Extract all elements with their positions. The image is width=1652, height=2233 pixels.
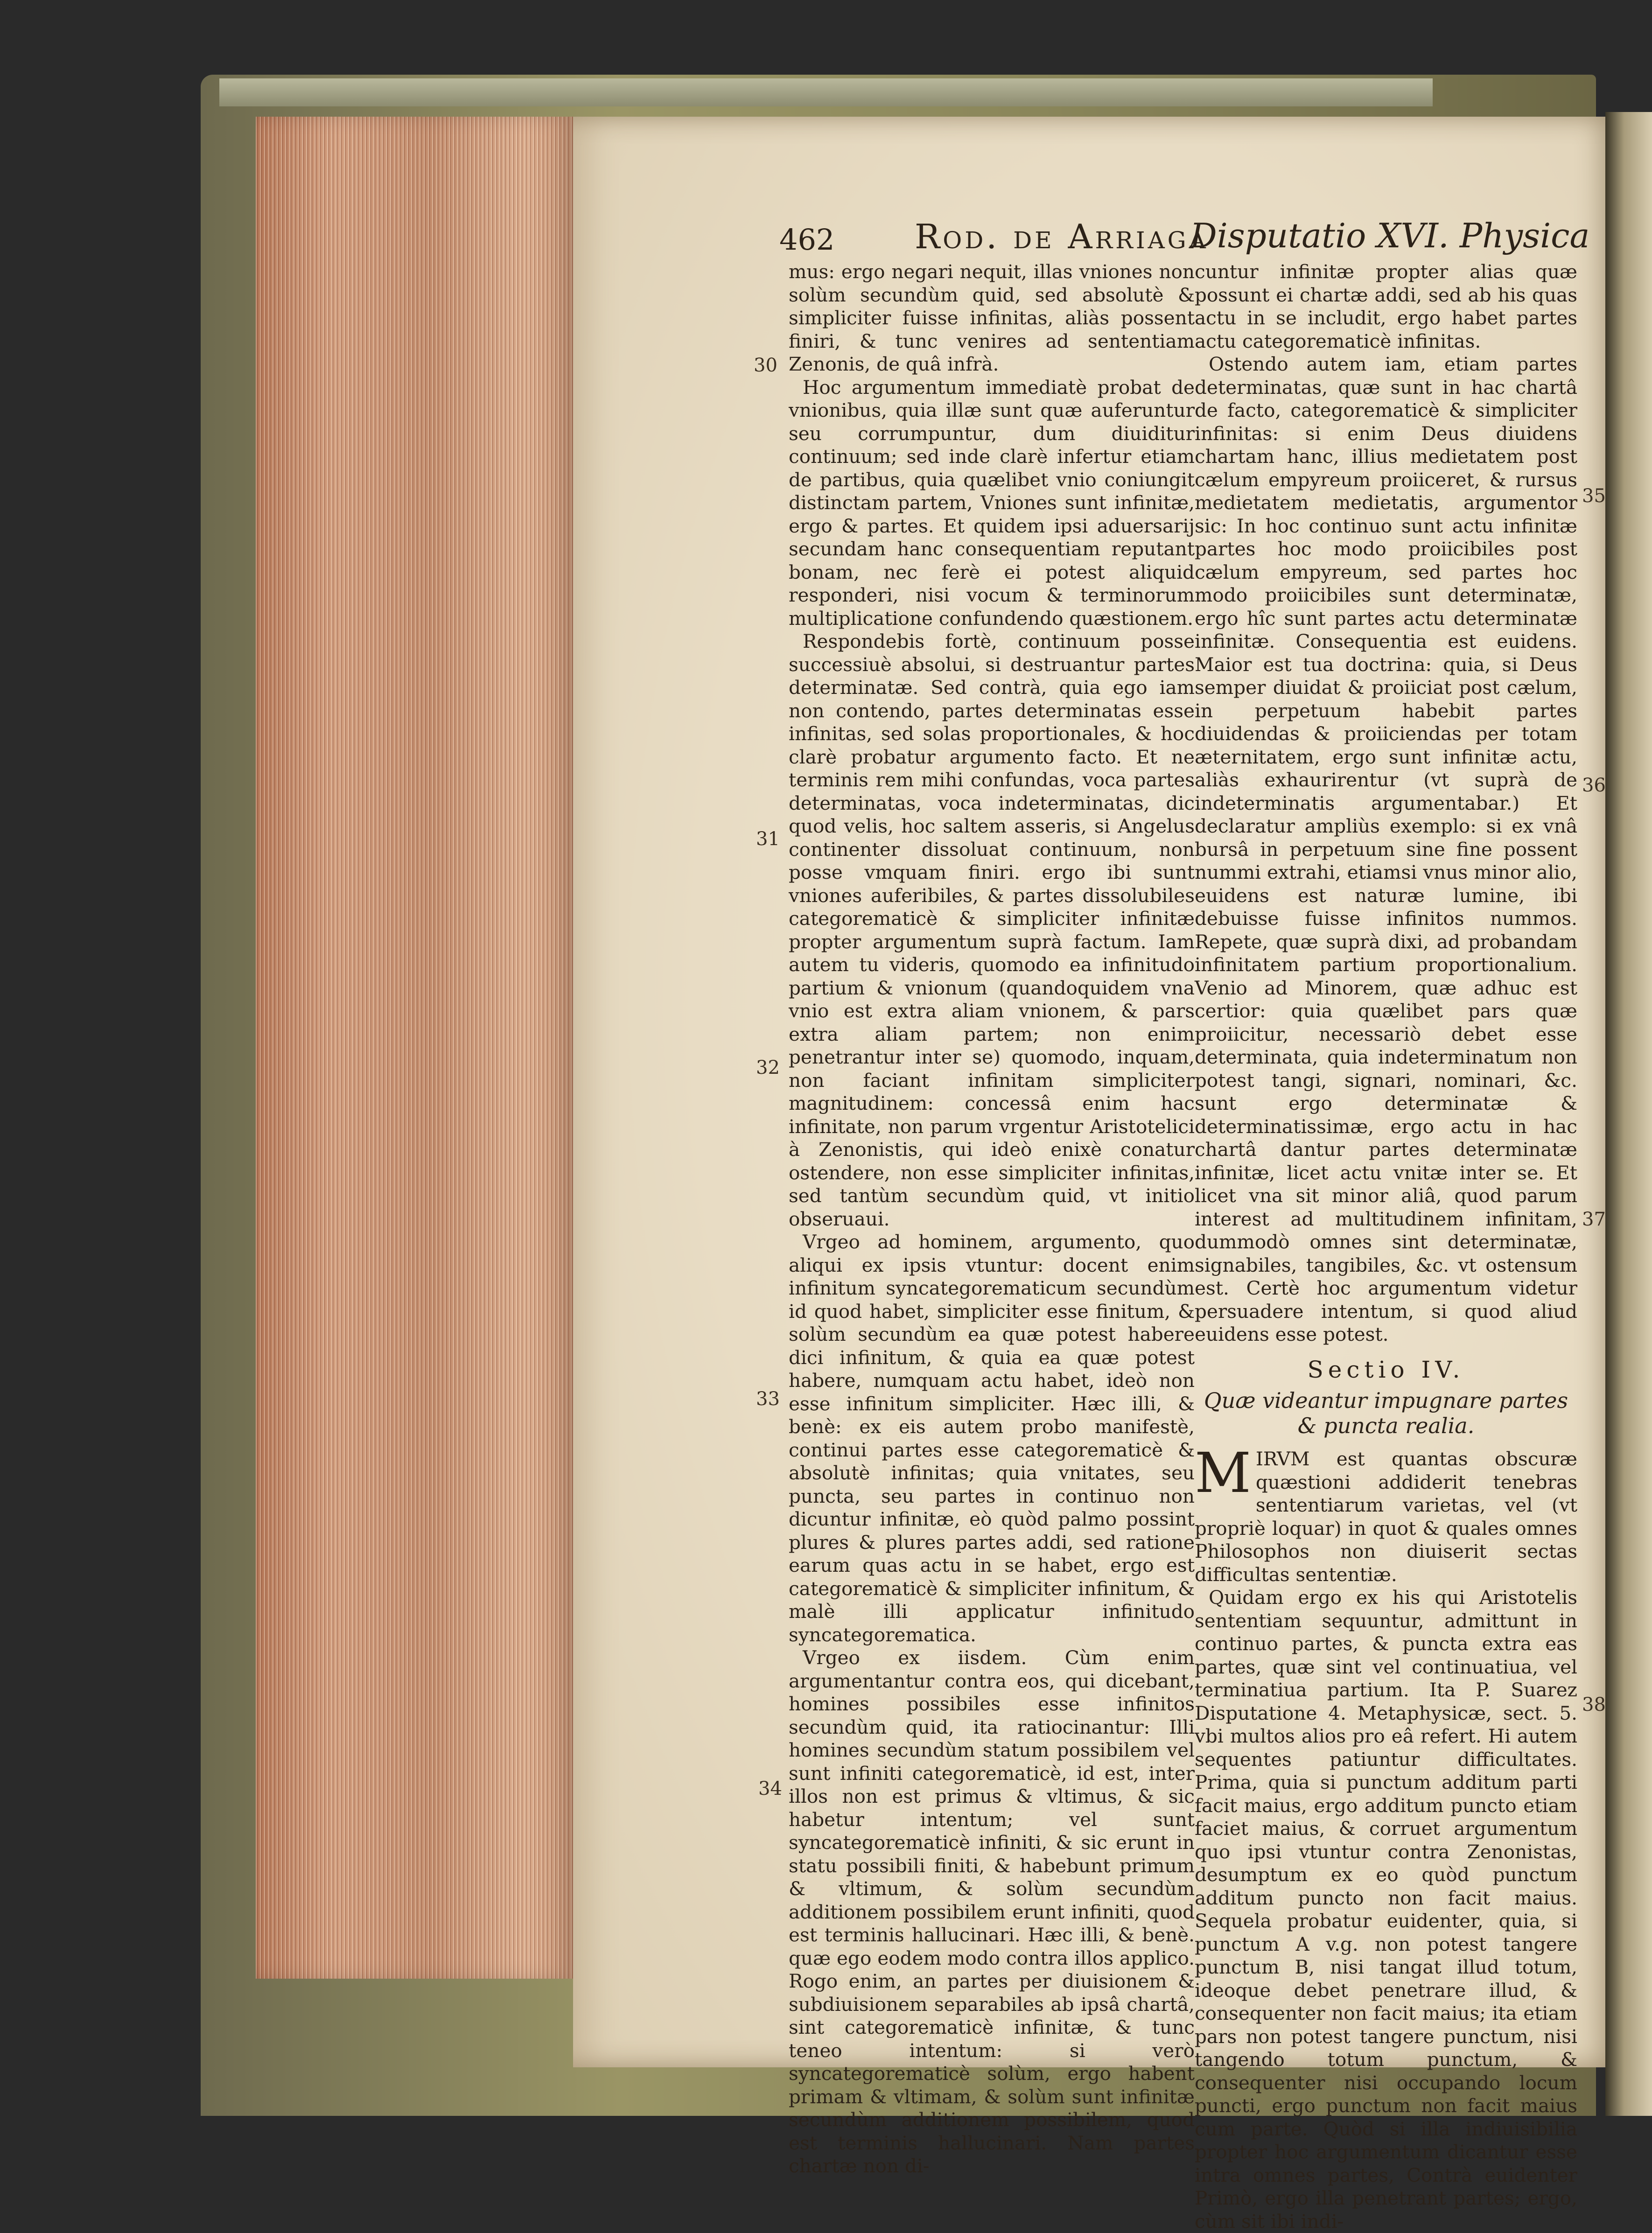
header-title: Disputatio XVI. Physica: [1190, 216, 1590, 255]
margin-number: 32: [756, 1057, 780, 1078]
header-author: Rod. de Arriaga: [915, 217, 1209, 256]
left-column: [789, 260, 1195, 2178]
section-paragraph-text: IRVM est quantas obscuræ quæstioni addiderit tenebras sententiarum varietas, vel (vt propriè loquar) in quot & quales omnes Philosophos non diuiserit sectas difficultas sententiæ.: [1195, 1448, 1577, 1586]
section-title: Sectio IV.: [1307, 1356, 1465, 1383]
left-paragraph: Hoc argumentum immediatè probat de vnionibus, quia illæ sunt quæ auferuntur seu corrumpuntur, dum diuiditur continuum; sed inde clarè infertur etiam de partibus, quia quælibet vnio coniungit distinctam partem, Vniones sunt infinitæ, ergo & partes. Et quidem ipsi aduersarij secundam hanc consequentiam reputant bonam, nec ferè ei potest aliquid responderi, nisi vocum & terminorum multiplicatione confundendo quæstionem.: [789, 376, 1195, 630]
margin-number: 36: [1582, 775, 1606, 796]
left-paragraph: mus: ergo negari nequit, illas vniones non solùm secundùm quid, sed absolutè & simpliciter fuisse infinitas, aliàs possent finiri, & tunc venires ad sententiam Zenonis, de quâ infrà.: [789, 260, 1195, 375]
drop-cap: M: [1195, 1441, 1251, 1505]
page-fore-edge: [256, 117, 573, 1979]
right-paragraph: Ostendo autem iam, etiam partes determinatas, quæ sunt in hac chartâ de facto, categorematicè & simpliciter infinitas: si enim Deus diuidens chartam hanc, illius medietatem post cælum empyreum proiiceret, & rursus medietatem medietatis, argumentor sic: In hoc continuo sunt actu infinitæ partes hoc modo proiicibiles post cælum empyreum, sed partes hoc modo proiicibiles sunt determinatæ, ergo hîc sunt partes actu determinatæ infinitæ. Consequentia est euidens. Maior est tua doctrina: quia, si Deus semper diuidat & proiiciat post cælum, in perpetuum habebit partes diuidendas & proiiciendas per totam æternitatem, ergo sunt infinitæ actu, aliàs exhaurirentur (vt suprà de indeterminatis argumentabar.) Et declaratur ampliùs exemplo: si ex vnâ bursâ in perpetuum sine fine possent nummi extrahi, etiamsi vnus minor alio, euidens est naturæ lumine, ibi debuisse fuisse infinitos nummos. Repete, quæ suprà dixi, ad probandam infinitatem partium proportionalium. Venio ad Minorem, quæ adhuc est certior: quia quælibet pars quæ proiicitur, necessariò debet esse determinata, quia indeterminatum non potest tangi, signari, nominari, &c. sunt ergo determinatæ & determinatissimæ, ergo actu in hac chartâ dantur partes determinatæ infinitæ, licet actu vnitæ inter se. Et licet vna sit minor aliâ, quod parum interest ad multitudinem infinitam, dummodò omnes sint determinatæ, signabiles, tangibiles, &c. vt ostensum est. Certè hoc argumentum videtur persuadere intentum, si quod aliud euidens esse potest.: [1195, 353, 1577, 1345]
section-paragraph: Quidam ergo ex his qui Aristotelis sententiam sequuntur, admittunt in continuo partes, & puncta extra eas partes, quæ sint vel continuatiua, vel terminatiua partium. Ita P. Suarez Disputatione 4. Metaphysicæ, sect. 5. vbi multos alios pro eâ refert. Hi autem sequentes patiuntur difficultates. Prima, quia si punctum additum parti facit maius, ergo additum puncto etiam faciet maius, & corruet argumentum quo ipsi vtuntur contra Zenonistas, desumptum ex eo quòd punctum additum puncto non facit maius. Sequela probatur euidenter, quia, si punctum A v.g. non potest tangere punctum B, nisi tangat illud totum, ideoque debet penetrare illud, & consequenter non facit maius; ita etiam pars non potest tangere punctum, nisi tangendo totum punctum, & consequenter nisi occupando locum puncti, ergo punctum non facit maius cum parte. Quòd si illa indiuisibilia propter hoc argumentum dicantur esse intra omnes partes, Contrà euidenter Primò, ergo illa penetrant partes; ergo, cùm sit ibi indi-: [1195, 1586, 1577, 2233]
margin-number: 31: [756, 828, 780, 850]
margin-number: 37: [1582, 1209, 1606, 1230]
left-paragraph: Vrgeo ad hominem, argumento, quo aliqui ex ipsis vtuntur: docent enim infinitum syncategorematicum secundùm id quod habet, simpliciter esse finitum, & solùm secundùm ea quæ potest habere dici infinitum, & quia ea quæ potest habere, numquam actu habet, ideò non esse infinitum simpliciter. Hæc illi, & benè: ex eis autem probo manifestè, continui partes esse categorematicè & absolutè infinitas; quia vnitates, seu puncta, seu partes in continuo non dicuntur infinitæ, eò quòd palmo possint plures & plures partes addi, sed ratione earum quas actu in se habet, ergo est categorematicè & simpliciter infinitum, & malè illi applicatur infinitudo syncategorematica.: [789, 1231, 1195, 1646]
margin-number: 33: [756, 1388, 780, 1410]
section-subtitle: Quæ videantur impugnare partes & puncta realia.: [1204, 1388, 1568, 1438]
margin-number: 38: [1582, 1694, 1606, 1715]
left-paragraph: Respondebis fortè, continuum posse successiuè absolui, si destruantur partes determinatæ. Sed contrà, quia ego iam non contendo, partes determinatas esse infinitas, sed solas proportionales, & hoc clarè probatur argumento facto. Et ne terminis rem mihi confundas, voca partes determinatas, voca indeterminatas, dic quod velis, hoc saltem asseris, si Angelus continenter dissoluat continuum, non posse vmquam finiri. ergo ibi sunt vniones auferibiles, & partes dissolubiles categorematicè & simpliciter infinitæ propter argumentum suprà factum. Iam autem tu videris, quomodo ea infinitudo partium & vnionum (quandoquidem vna vnio est extra aliam vnionem, & pars extra aliam partem; non enim penetrantur inter se) quomodo, inquam, non faciant infinitam simpliciter magnitudinem: concessâ enim hac infinitate, non parum vrgentur Aristotelici à Zenonistis, qui ideò enixè conatur ostendere, non esse simpliciter infinitas, sed tantùm secundùm quid, vt initio obseruaui.: [789, 630, 1195, 1230]
margin-number: 35: [1582, 485, 1606, 507]
right-column: [1195, 260, 1577, 2233]
section-paragraph: [1195, 1441, 1577, 1586]
page-number: 462: [779, 223, 835, 257]
margin-number: 34: [758, 1778, 782, 1799]
right-paragraph: cuntur infinitæ propter alias quæ possunt ei chartæ addi, sed ab his quas actu in se includit, ergo habet partes actu categorematicè infinitas.: [1195, 260, 1577, 352]
running-header: [770, 212, 1591, 264]
cover-top-edge: [219, 78, 1433, 106]
book-gutter: [1605, 112, 1652, 2116]
margin-number: 30: [754, 355, 777, 376]
left-paragraph: Vrgeo ex iisdem. Cùm enim argumentantur contra eos, qui dicebant, homines possibiles esse infinitos secundùm quid, ita ratiocinantur: Illi homines secundùm statum possibilem vel sunt infiniti categorematicè, id est, inter illos non est primus & vltimus, & sic habetur intentum; vel sunt syncategorematicè infiniti, & sic erunt in statu possibili finiti, & habebunt primum & vltimum, & solùm secundùm additionem possibilem erunt infiniti, quod est terminis hallucinari. Hæc illi, & benè. quæ ego eodem modo contra illos applico. Rogo enim, an partes per diuisionem & subdiuisionem separabiles ab ipsâ chartâ, sint categorematicè infinitæ, & tunc teneo intentum: si verò syncategorematicè solùm, ergo habent primam & vltimam, & solùm sunt infinitæ secundùm additionem possibilem, quod est terminis hallucinari. Nam partes chartæ non di-: [789, 1646, 1195, 2177]
